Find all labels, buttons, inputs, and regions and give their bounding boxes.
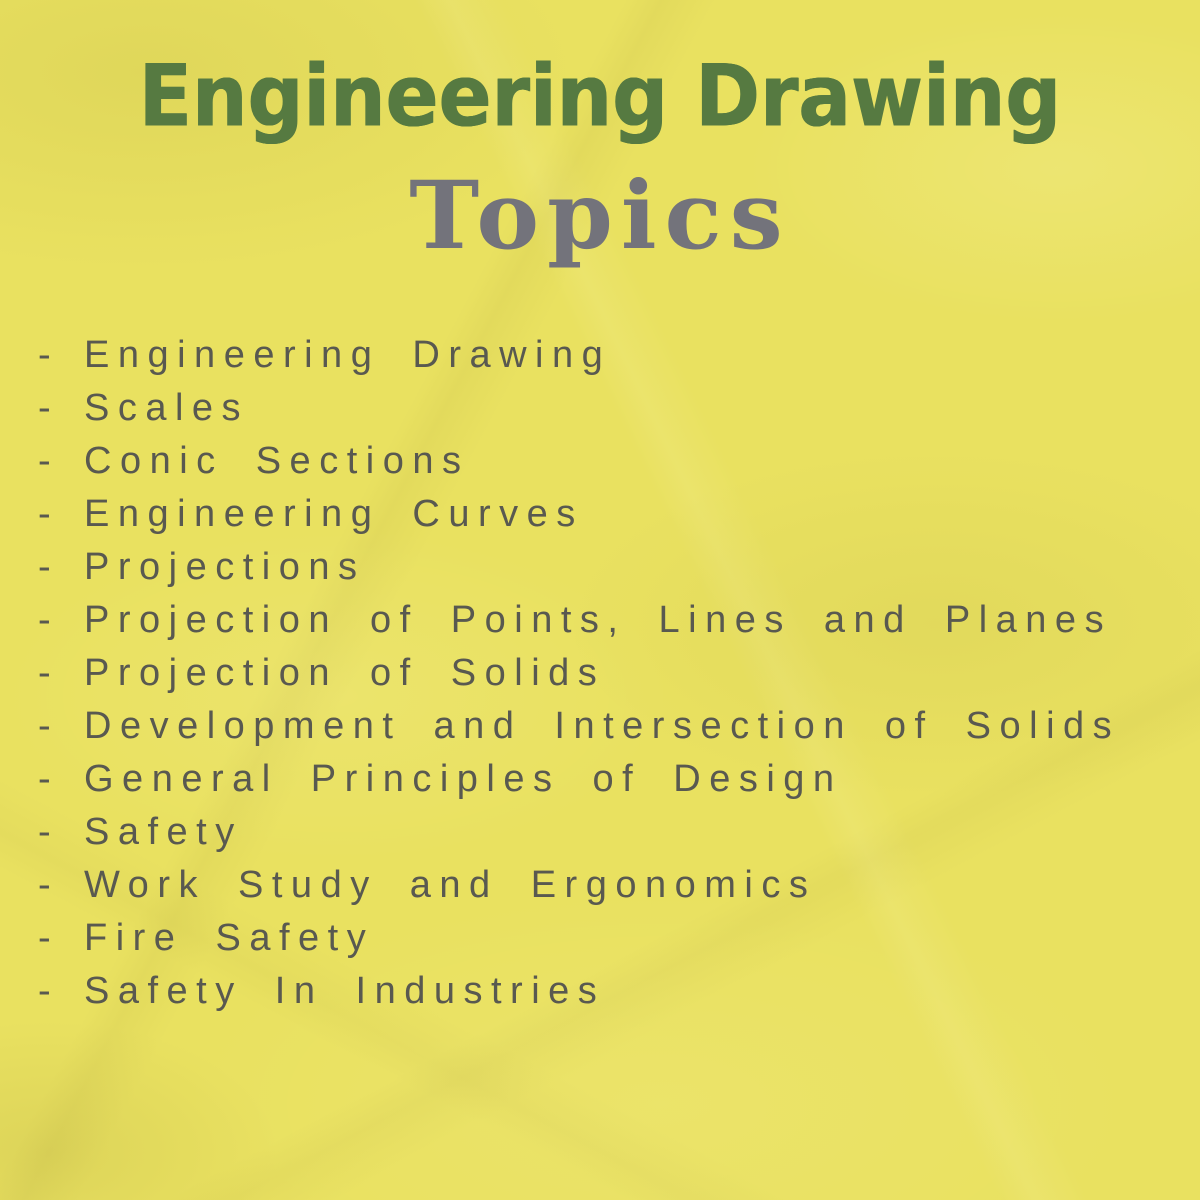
list-item	[38, 594, 1200, 647]
dash-bullet: -	[38, 864, 60, 907]
list-item	[38, 806, 1200, 859]
list-item	[38, 965, 1200, 1018]
list-item	[38, 700, 1200, 753]
dash-bullet: -	[38, 546, 60, 589]
dash-bullet: -	[38, 599, 60, 642]
dash-bullet: -	[38, 917, 60, 960]
list-item	[38, 329, 1200, 382]
topics-list	[0, 329, 1200, 1018]
dash-bullet: -	[38, 970, 60, 1013]
topic-label: Development and Intersection of Solids	[84, 705, 1121, 748]
topic-label: Projection of Solids	[84, 652, 606, 695]
topic-label: Fire Safety	[84, 917, 375, 960]
topic-label: Scales	[84, 387, 250, 430]
topic-label: Safety	[84, 811, 243, 854]
topic-label: Projection of Points, Lines and Planes	[84, 599, 1113, 642]
list-item	[38, 859, 1200, 912]
topic-label: Engineering Drawing	[84, 334, 612, 377]
dash-bullet: -	[38, 811, 60, 854]
poster-header	[0, 0, 1200, 272]
list-item	[38, 647, 1200, 700]
list-item	[38, 753, 1200, 806]
topic-label: General Principles of Design	[84, 758, 843, 801]
list-item	[38, 435, 1200, 488]
dash-bullet: -	[38, 334, 60, 377]
page-subtitle: Topics	[409, 161, 791, 272]
topic-label: Engineering Curves	[84, 493, 584, 536]
page-title: Engineering Drawing	[138, 47, 1062, 147]
list-item	[38, 912, 1200, 965]
topic-label: Conic Sections	[84, 440, 470, 483]
dash-bullet: -	[38, 652, 60, 695]
dash-bullet: -	[38, 440, 60, 483]
dash-bullet: -	[38, 705, 60, 748]
dash-bullet: -	[38, 758, 60, 801]
dash-bullet: -	[38, 493, 60, 536]
topic-label: Safety In Industries	[84, 970, 606, 1013]
dash-bullet: -	[38, 387, 60, 430]
list-item	[38, 541, 1200, 594]
list-item	[38, 382, 1200, 435]
list-item	[38, 488, 1200, 541]
topic-label: Work Study and Ergonomics	[84, 864, 817, 907]
topic-label: Projections	[84, 546, 366, 589]
